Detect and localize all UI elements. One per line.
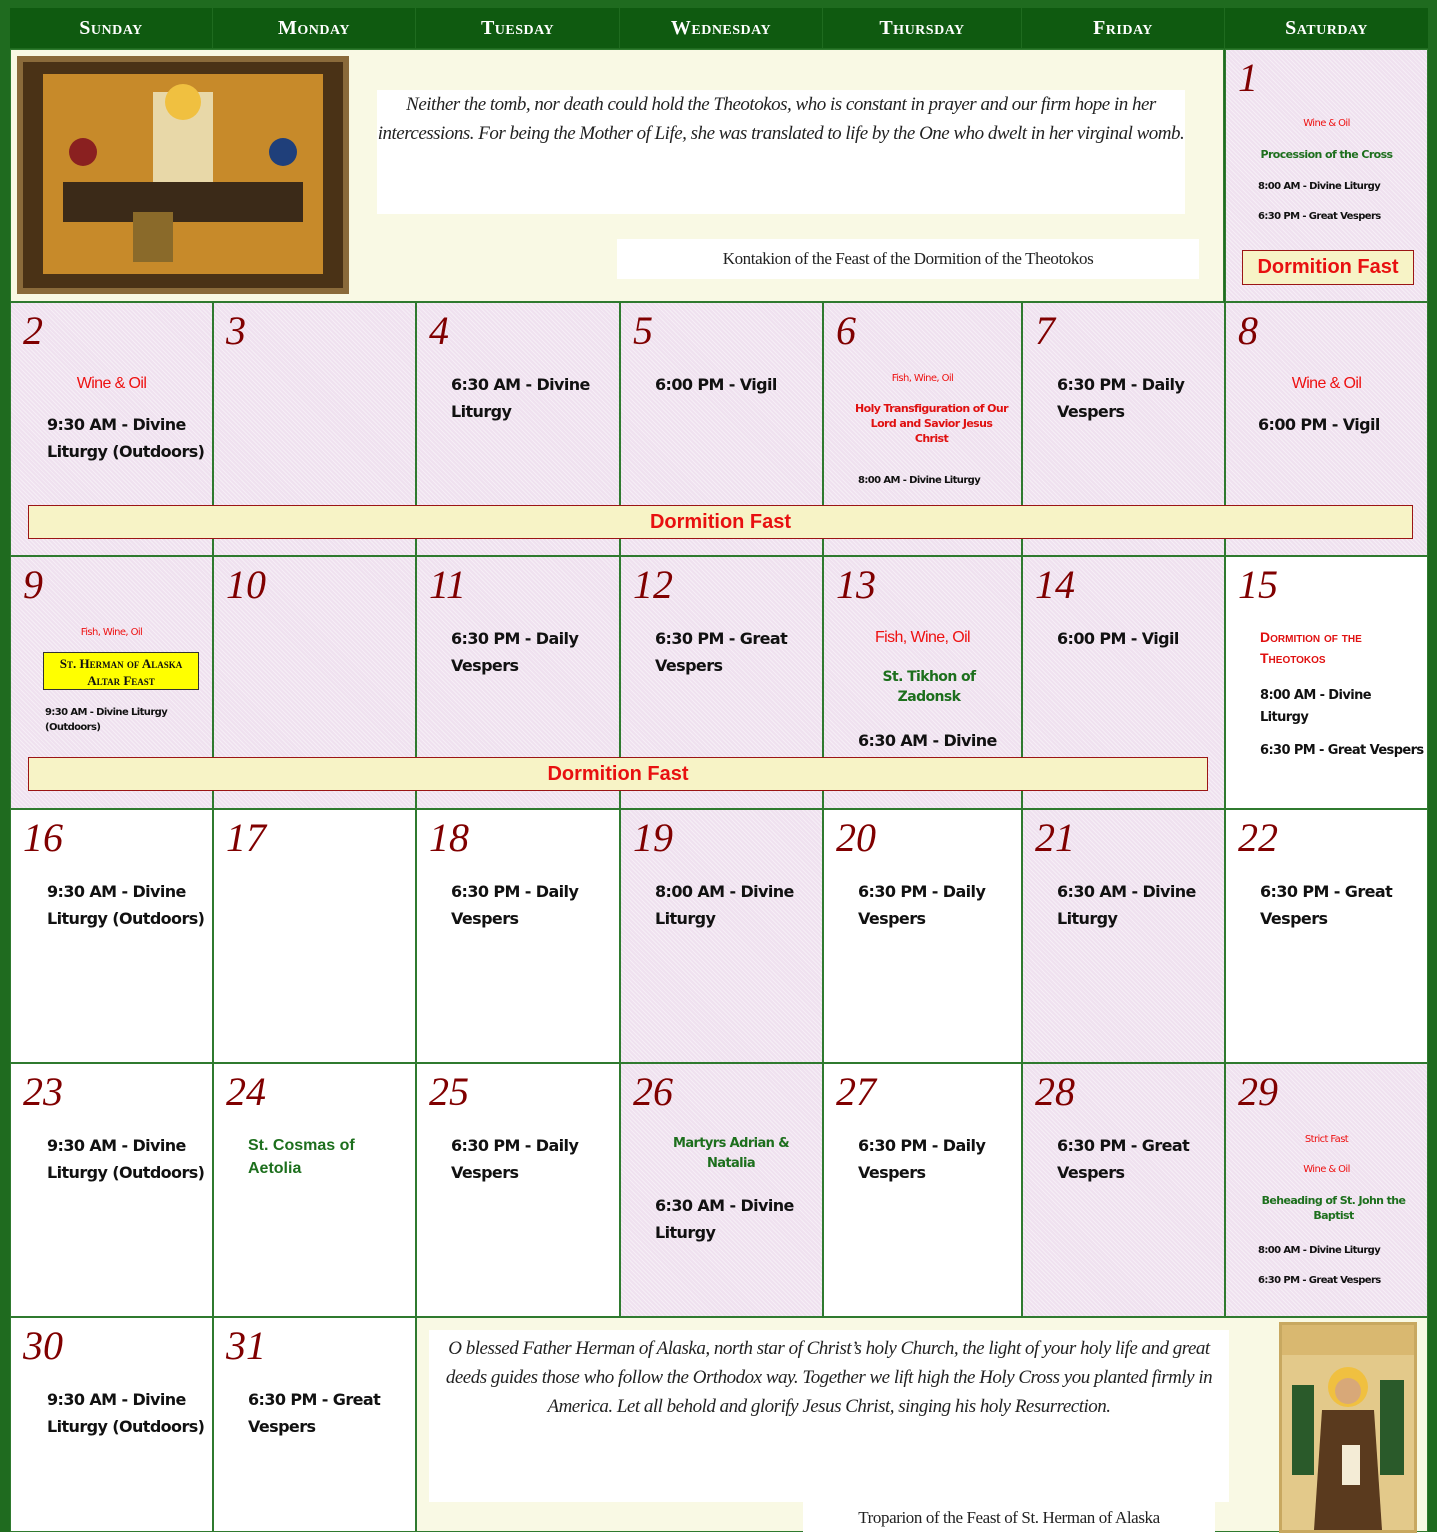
day-number: 8 — [1238, 308, 1258, 353]
day-number: 5 — [633, 308, 653, 353]
dormition-fast-bar: Dormition Fast — [28, 505, 1413, 539]
service: 6:30 PM - Great Vespers — [1258, 1275, 1381, 1286]
day-cell-17 — [213, 809, 416, 1063]
service: 6:30 PM - Great Vespers — [1057, 1136, 1190, 1182]
service: 9:30 AM - Divine Liturgy (Outdoors) — [45, 707, 168, 733]
service: 6:30 PM - Daily Vespers — [451, 1136, 579, 1182]
fast-rule: Fish, Wine, Oil — [891, 373, 954, 384]
service: 8:00 AM - Divine Liturgy — [1258, 1245, 1381, 1256]
troparion-quote: O blessed Father Herman of Alaska, north star of Christ’s holy Church, the light of your holy life and great deeds guides those who follow the Orthodox way. Together we lift high the Holy Cross you planted firmly in America. Let all behold and glorify Jesus Christ, singing his holy Resurrection. — [429, 1330, 1229, 1502]
day-cell-30 — [10, 1317, 213, 1532]
day-cell-16 — [10, 809, 213, 1063]
day-cell-20 — [823, 809, 1022, 1063]
service: 6:30 AM - Divine — [858, 731, 997, 750]
day-cell-19 — [620, 809, 823, 1063]
fast-rule: Fish, Wine, Oil — [874, 629, 971, 646]
service: 8:00 AM - Divine Liturgy — [1258, 181, 1381, 192]
day-number: 22 — [1238, 815, 1278, 860]
service: 6:30 PM - Daily Vespers — [858, 882, 986, 928]
feast-name: Martyrs Adrian & Natalia — [672, 1136, 789, 1171]
feast-name: St. Cosmas of Aetolia — [248, 1137, 355, 1177]
day-number: 14 — [1035, 562, 1075, 607]
service: 6:30 PM - Daily Vespers — [1057, 375, 1185, 421]
fast-rule: Wine & Oil — [1303, 1164, 1350, 1175]
service: 6:00 PM - Vigil — [655, 375, 777, 394]
service: 9:30 AM - Divine Liturgy (Outdoors) — [47, 1136, 205, 1182]
day-header-monday: Monday — [213, 8, 415, 48]
day-cell-29 — [1225, 1063, 1428, 1317]
day-number: 26 — [633, 1069, 673, 1114]
service: 6:30 PM - Great Vespers — [1260, 743, 1424, 758]
day-number: 27 — [836, 1069, 876, 1114]
day-number: 2 — [23, 308, 43, 353]
day-number: 19 — [633, 815, 673, 860]
day-number: 31 — [226, 1323, 266, 1368]
day-number: 17 — [226, 815, 266, 860]
service: 6:30 PM - Great Vespers — [248, 1390, 381, 1436]
day-number: 25 — [429, 1069, 469, 1114]
day-number: 29 — [1238, 1069, 1278, 1114]
service: 6:30 PM - Great Vespers — [1260, 882, 1393, 928]
day-cell-31 — [213, 1317, 416, 1532]
fast-rule: Wine & Oil — [76, 375, 147, 392]
feast-name: Dormition of the Theotokos — [1260, 629, 1362, 666]
service: 6:30 PM - Daily Vespers — [451, 629, 579, 675]
day-number: 11 — [429, 562, 467, 607]
feast-name: Holy Transfiguration of Our Lord and Savior Jesus Christ — [855, 402, 1008, 445]
service: 6:30 PM - Daily Vespers — [451, 882, 579, 928]
day-number: 24 — [226, 1069, 266, 1114]
day-number: 20 — [836, 815, 876, 860]
dormition-icon — [17, 56, 349, 294]
day-cell-18 — [416, 809, 620, 1063]
day-header-tuesday: Tuesday — [416, 8, 619, 48]
day-number: 23 — [23, 1069, 63, 1114]
day-cell-25 — [416, 1063, 620, 1317]
day-header-saturday: Saturday — [1225, 8, 1428, 48]
day-number: 4 — [429, 308, 449, 353]
day-number: 6 — [836, 308, 856, 353]
day-cell-15 — [1225, 556, 1428, 809]
feast-name: Beheading of St. John the Baptist — [1261, 1194, 1406, 1222]
st-herman-icon — [1279, 1322, 1417, 1533]
service: 9:30 AM - Divine Liturgy (Outdoors) — [47, 882, 205, 928]
day-number: 28 — [1035, 1069, 1075, 1114]
feast-name: Procession of the Cross — [1260, 148, 1393, 161]
day-number: 3 — [226, 308, 246, 353]
day-number: 18 — [429, 815, 469, 860]
service: 6:30 AM - Divine Liturgy — [451, 375, 590, 421]
service: 6:30 AM - Divine Liturgy — [1057, 882, 1196, 928]
dormition-fast-badge: Dormition Fast — [1242, 250, 1414, 285]
fast-rule: Wine & Oil — [1291, 375, 1362, 392]
day-number: 12 — [633, 562, 673, 607]
dormition-fast-bar: Dormition Fast — [28, 757, 1208, 791]
day-cell-22 — [1225, 809, 1428, 1063]
service: 6:30 AM - Divine Liturgy — [655, 1196, 794, 1242]
day-cell-21 — [1022, 809, 1225, 1063]
day-number: 7 — [1035, 308, 1055, 353]
day-header-thursday: Thursday — [823, 8, 1021, 48]
footer-banner — [416, 1317, 1428, 1532]
fast-rule: Fish, Wine, Oil — [80, 627, 143, 638]
service: 6:00 PM - Vigil — [1057, 629, 1179, 648]
day-cell-24 — [213, 1063, 416, 1317]
day-number: 9 — [23, 562, 43, 607]
service: 8:00 AM - Divine Liturgy — [1260, 688, 1371, 725]
day-number: 21 — [1035, 815, 1075, 860]
day-cell-23 — [10, 1063, 213, 1317]
fast-rule: Wine & Oil — [1303, 118, 1350, 129]
kontakion-attribution: Kontakion of the Feast of the Dormition of the Theotokos — [617, 239, 1199, 279]
day-header-wednesday: Wednesday — [620, 8, 822, 48]
day-header-sunday: Sunday — [10, 8, 212, 48]
day-number: 10 — [226, 562, 266, 607]
service: 8:00 AM - Divine Liturgy — [655, 882, 794, 928]
day-number: 15 — [1238, 562, 1278, 607]
fast-rule: Strict Fast — [1304, 1134, 1349, 1145]
service: 6:30 PM - Daily Vespers — [858, 1136, 986, 1182]
day-cell-1 — [1225, 49, 1428, 302]
day-cell-27 — [823, 1063, 1022, 1317]
service: 8:00 AM - Divine Liturgy — [858, 475, 981, 486]
troparion-attribution: Troparion of the Feast of St. Herman of Alaska — [803, 1502, 1215, 1533]
service: 9:30 AM - Divine Liturgy (Outdoors) — [47, 415, 205, 461]
day-cell-26 — [620, 1063, 823, 1317]
day-number: 13 — [836, 562, 876, 607]
service: 6:30 PM - Great Vespers — [655, 629, 788, 675]
day-number: 30 — [23, 1323, 63, 1368]
service: 9:30 AM - Divine Liturgy (Outdoors) — [47, 1390, 205, 1436]
service: 6:30 PM - Great Vespers — [1258, 211, 1381, 222]
day-number: 16 — [23, 815, 63, 860]
altar-feast-badge: St. Herman of Alaska Altar Feast — [43, 652, 199, 690]
kontakion-quote: Neither the tomb, nor death could hold the Theotokos, who is constant in prayer and our firm hope in her intercessions. For being the Mother of Life, she was translated to life by the One who dwelt in her virginal womb. — [377, 90, 1185, 214]
day-cell-28 — [1022, 1063, 1225, 1317]
day-number: 1 — [1238, 55, 1258, 100]
feast-name: St. Tikhon of Zadonsk — [882, 669, 976, 705]
day-header-friday: Friday — [1022, 8, 1224, 48]
service: 6:00 PM - Vigil — [1258, 415, 1380, 434]
header-banner — [10, 49, 1224, 302]
